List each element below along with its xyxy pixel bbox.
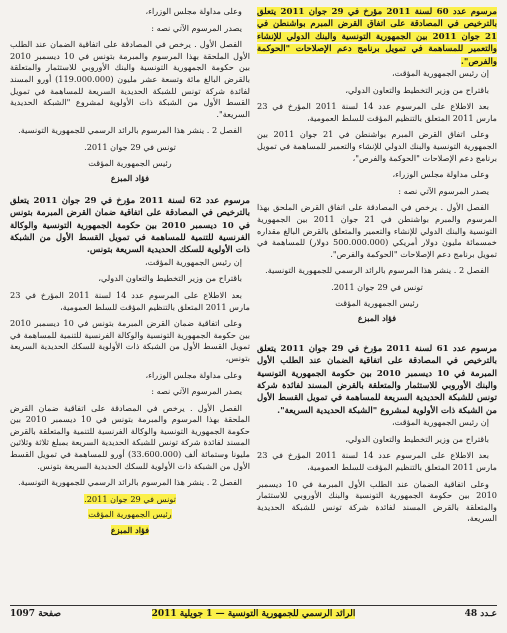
article-2: الفصل 2 . ينشر هذا المرسوم بالرائد الرسمي للجمهورية التونسية. xyxy=(18,125,242,136)
article-1: الفصل الأول . يرخص في المصادقة على اتفاقية ضمان القرض الملحقة بهذا المرسوم والمبرمة بتونس في 10 ديسمبر 2010 بين حكومة الجمهورية التونسية والوكالة الفرنسية للتنمية والمتعلقة بالقرض المسند لفائدة شركة تونس للشبكة الحديدية السريعة بمبلغ ثلاثة وثلاثين مليونا وستمائة ألف (33.600.000) أورو للمساهمة في تمويل القسط الأول من الشبكة ذات الأولوية للسكك الحديدية السريعة بتونس. xyxy=(10,402,251,471)
signature-title: رئيس الجمهورية المؤقت xyxy=(88,157,172,168)
paragraph: باقتراح من وزير التخطيط والتعاون الدولي، xyxy=(345,84,489,95)
article-2: الفصل 2 . ينشر هذا المرسوم بالرائد الرسمي للجمهورية التونسية. xyxy=(265,265,489,276)
article-2: الفصل 2 . ينشر هذا المرسوم بالرائد الرسمي للجمهورية التونسية. xyxy=(18,477,242,488)
page-number: صفحة 1097 xyxy=(10,609,62,619)
decree-60-heading: مرسوم عدد 60 لسنة 2011 مؤرخ في 29 جوان 2011 يتعلق بالترخيص في المصادقة على اتفاق القرض المبرم بواشنطن في 21 جوان 2011 بين الجمهورية التونسية والبنك الدولي للإنشاء والتعمير للمساهمة في تمويل برنامج دعم الإصلاحات "الحوكمة والفرص". xyxy=(257,7,497,67)
signature-title: رئيس الجمهورية المؤقت xyxy=(88,509,172,520)
decree-date: تونس في 29 جوان 2011. xyxy=(84,141,176,152)
paragraph: وعلى اتفاقية الضمان عند الطلب الأول المبرمة في 10 ديسمبر 2010 بين حكومة الجمهورية التونسية والبنك الأوروبي للاستثمار والمتعلقة بالقرض المسند لفائدة شركة تونس للشبكة الحديدية السريعة، xyxy=(257,478,497,524)
paragraph: بعد الاطلاع على المرسوم عدد 14 لسنة 2011 المؤرخ في 23 مارس 2011 المتعلق بالتنظيم المؤقت للسلط العمومية، xyxy=(257,101,497,123)
signature-name: فؤاد المبزع xyxy=(110,173,150,184)
issue-number: عـدد 48 xyxy=(464,609,497,619)
paragraph: إن رئيس الجمهورية المؤقت، xyxy=(145,256,242,267)
paragraph: إن رئيس الجمهورية المؤقت، xyxy=(392,68,489,79)
decree-62 xyxy=(10,195,250,537)
paragraph: وعلى اتفاقية ضمان القرض المبرمة بتونس في 10 ديسمبر 2010 بين حكومة الجمهورية التونسية والوكالة الفرنسية للتنمية للمساهمة في تمويل القسط الأول من الشبكة ذات الأولوية للسكك الحديدية السريعة بتونس، xyxy=(10,318,250,363)
decree-61-continued xyxy=(10,6,250,185)
paragraph: بعد الاطلاع على المرسوم عدد 14 لسنة 2011 المؤرخ في 23 مارس 2011 المتعلق بالتنظيم المؤقت للسلط العمومية، xyxy=(257,450,497,472)
paragraph: بعد الاطلاع على المرسوم عدد 14 لسنة 2011 المؤرخ في 23 مارس 2011 المتعلق بالتنظيم المؤقت للسلط العمومية، xyxy=(10,289,250,312)
left-column xyxy=(10,6,250,543)
article-1: الفصل الأول . يرخص في المصادقة على اتفاق القرض الملحق بهذا المرسوم والمبرم بواشنطن في 21 جوان 2011 بين الجمهورية التونسية والبنك الدولي للإنشاء والتعمير والمتعلق بالقرض البالغ مقداره خمسمائة مليون دولار أمريكي (500.000.000 دولار) للمساهمة في تمويل برنامج دعم الإصلاحات "الحوكمة والفرص". xyxy=(257,202,497,259)
paragraph: يصدر المرسوم الآتي نصه : xyxy=(151,386,242,397)
decree-date: تونس في 29 جوان 2011. xyxy=(84,493,176,504)
decree-date: تونس في 29 جوان 2011. xyxy=(331,281,423,292)
paragraph: باقتراح من وزير التخطيط والتعاون الدولي، xyxy=(98,273,242,284)
paragraph: يصدر المرسوم الآتي نصه : xyxy=(398,185,489,196)
decree-61-heading: مرسوم عدد 61 لسنة 2011 مؤرخ في 29 جوان 2011 يتعلق بالترخيص في المصادقة على اتفاقية الضمان عند الطلب الأول المبرمة في 10 ديسمبر 2010 بين حكومة الجمهورية التونسية والبنك الأوروبي للاستثمار والمتعلقة بالقرض المسند لفائدة شركة تونس للشبكة الحديدية السريعة للمساهمة في تمويل القسط الأول من الشبكة ذات الأولوية لمشروع "الشبكة الحديدية السريعة". xyxy=(257,343,497,416)
journal-title: الرائد الرسمي للجمهورية التونسية — 1 جويلية 2011 xyxy=(151,609,356,619)
paragraph: باقتراح من وزير التخطيط والتعاون الدولي، xyxy=(345,433,489,444)
signature-title: رئيس الجمهورية المؤقت xyxy=(335,297,419,308)
decree-61 xyxy=(257,343,497,525)
paragraph: وعلى مداولة مجلس الوزراء، xyxy=(145,369,242,380)
paragraph: وعلى اتفاق القرض المبرم بواشنطن في 21 جوان 2011 بين الجمهورية التونسية والبنك الدولي للإنشاء والتعمير للمساهمة في تمويل برنامج دعم الإصلاحات "الحوكمة والفرص"، xyxy=(257,129,497,163)
article-1: الفصل الأول . يرخص في المصادقة على اتفاقية الضمان عند الطلب الأول الملحقة بهذا المرسوم والمبرمة بتونس في 10 ديسمبر 2010 بين حكومة الجمهورية التونسية والبنك الأوروبي للاستثمار والمتعلقة بالقرض البالغ مائة وتسعة عشر مليون (119.000.000) أورو المسند لفائدة شركة تونس للشبكة الحديدية السريعة للمساهمة في تمويل القسط الأول من الشبكة ذات الأولوية لمشروع "الشبكة الحديدية السريعة". xyxy=(10,39,251,119)
paragraph: وعلى مداولة مجلس الوزراء، xyxy=(392,169,489,180)
paragraph: يصدر المرسوم الآتي نصه : xyxy=(151,22,242,33)
decree-60 xyxy=(257,6,497,325)
decree-62-heading: مرسوم عدد 62 لسنة 2011 مؤرخ في 29 جوان 2011 يتعلق بالترخيص في المصادقة على اتفاقية ضمان القرض المبرمة بتونس في 10 ديسمبر 2010 بين حكومة الجمهورية التونسية والوكالة الفرنسية للتنمية للمساهمة في تمويل القسط الأول من الشبكة ذات الأولوية للسكك الحديدية السريعة بتونس. xyxy=(10,195,250,256)
paragraph: وعلى مداولة مجلس الوزراء، xyxy=(145,6,242,16)
page-footer xyxy=(10,605,497,625)
signature-name: فؤاد المبزع xyxy=(110,525,150,536)
paragraph: إن رئيس الجمهورية المؤقت، xyxy=(392,417,489,428)
right-column xyxy=(257,6,497,531)
signature-name: فؤاد المبزع xyxy=(357,313,397,324)
